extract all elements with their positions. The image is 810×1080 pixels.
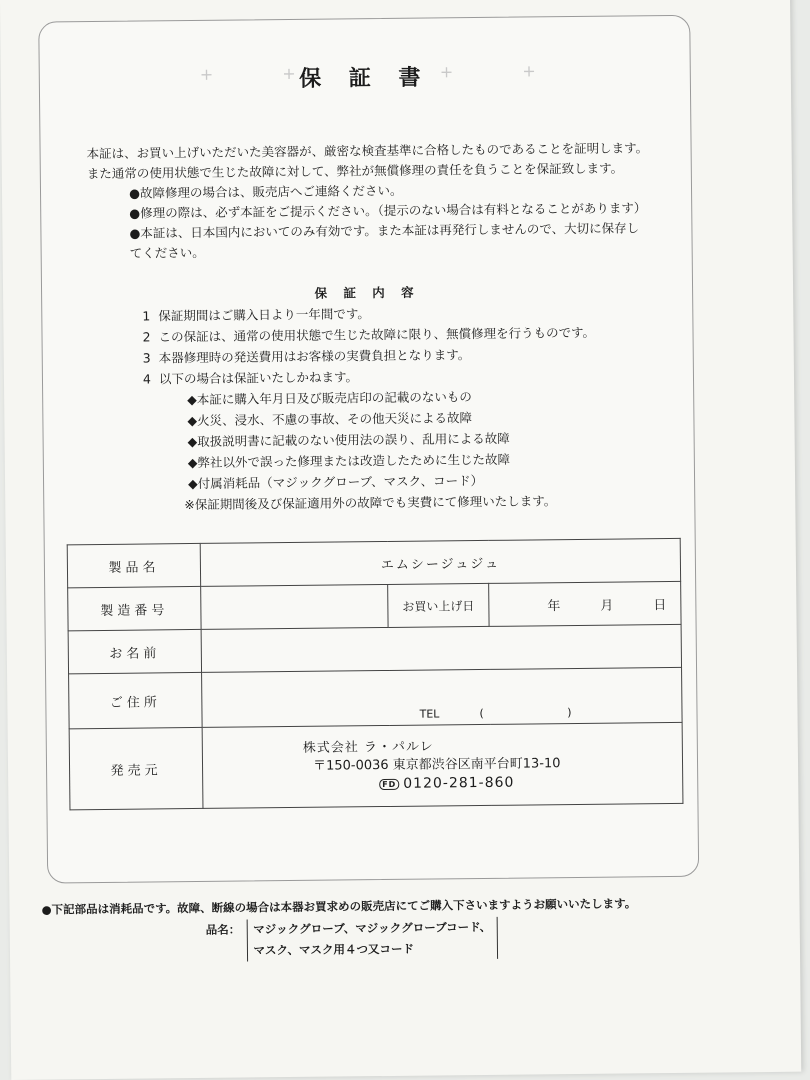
items-line-2: マスク、マスク用４つ又コード <box>253 941 415 958</box>
tel-parens: ( ) <box>479 705 612 721</box>
purchase-date-label: お買い上げ日 <box>388 583 489 627</box>
exception-item: ◆付属消耗品（マジックグローブ、マスク、コード） <box>187 472 484 492</box>
exception-item: ◆本証に購入年月日及び販売店印の記載のないもの <box>187 389 472 408</box>
intro-line-1: 本証は、お買い上げいただいた美容器が、厳密な検査基準に合格したものであることを証明します。 <box>86 140 649 162</box>
intro-text <box>87 138 688 264</box>
term-item: 4 以下の場合は保証いたしかねます。 <box>142 369 359 387</box>
term-item: 2 この保証は、通常の使用状態で生じた故障に限り、無償修理を行うものです。 <box>142 324 596 345</box>
exception-item: ◆弊社以外で誤った修理または改造したために生じた故障 <box>187 451 511 471</box>
product-label: 製品名 <box>67 543 200 587</box>
seller-info <box>202 722 683 808</box>
warranty-card <box>38 15 699 884</box>
items-line-1: マジックグローブ、マジックグローブコード、 <box>253 919 492 937</box>
name-field[interactable] <box>201 624 681 672</box>
items-list <box>246 917 498 962</box>
term-item: 1 保証期間はご購入日より一年間です。 <box>142 306 370 324</box>
terms-list <box>142 300 684 516</box>
decorative-crosses-left: + + <box>199 63 328 84</box>
exception-item: ◆火災、浸水、不慮の事故、その他天災による故障 <box>187 410 473 429</box>
document-title: 保 証 書 <box>299 65 431 92</box>
intro-bullet-3-cont: てください。 <box>129 244 205 261</box>
product-row <box>67 538 680 587</box>
product-value: エムシージュジュ <box>200 538 680 586</box>
name-label: お名前 <box>68 629 201 673</box>
name-row <box>68 624 681 673</box>
intro-bullet-2: ●修理の際は、必ず本証をご提示ください。（提示のない場合は有料となることがあります） <box>129 200 647 221</box>
address-label: ご住所 <box>69 672 203 728</box>
purchase-date-field[interactable] <box>489 581 681 626</box>
tel-area <box>420 706 612 721</box>
seller-row <box>69 722 683 809</box>
consumables-notice: ●下記部品は消耗品です。故障、断線の場合は本器お買求めの販売店にてご購入下さいますようお願いいたします。 <box>41 896 637 917</box>
serial-label: 製造番号 <box>68 586 201 630</box>
exception-note: ※保証期間後及び保証適用外の故障でも実費にて修理いたします。 <box>184 493 557 513</box>
year-label: 年 <box>547 598 561 614</box>
seller-company: 株式会社 ラ・パルレ <box>302 739 434 756</box>
tel-label: TEL <box>419 707 440 721</box>
warranty-form-table <box>67 538 684 810</box>
intro-bullet-1: ●故障修理の場合は、販売店へご連絡ください。 <box>128 182 403 201</box>
serial-row <box>68 581 681 630</box>
serial-field[interactable] <box>201 584 388 629</box>
address-field[interactable] <box>202 667 683 727</box>
seller-phone: 0120-281-860 <box>403 774 515 792</box>
day-label: 日 <box>653 597 667 613</box>
intro-bullet-3: ●本証は、日本国内においてのみ有効です。また本証は再発行しませんので、大切に保存し <box>129 220 640 241</box>
term-item: 3 本器修理時の発送費用はお客様の実費負担となります。 <box>142 347 471 366</box>
seller-label: 発売元 <box>69 727 203 809</box>
items-label: 品名： <box>205 922 241 937</box>
month-label: 月 <box>600 598 614 614</box>
decorative-crosses-right: + + <box>439 61 568 82</box>
intro-line-2: また通常の使用状態で生じた故障に対して、弊社が無償修理の責任を負うことを保証致します。 <box>86 160 624 182</box>
freedial-icon: FD <box>379 778 399 789</box>
seller-address: 〒150-0036 東京都渋谷区南平台町13-10 <box>312 756 561 774</box>
section-title: 保 証 内 容 <box>314 284 420 301</box>
consumables-items <box>206 917 499 962</box>
address-row <box>69 667 683 728</box>
exception-item: ◆取扱説明書に記載のない使用法の誤り、乱用による故障 <box>187 430 510 450</box>
